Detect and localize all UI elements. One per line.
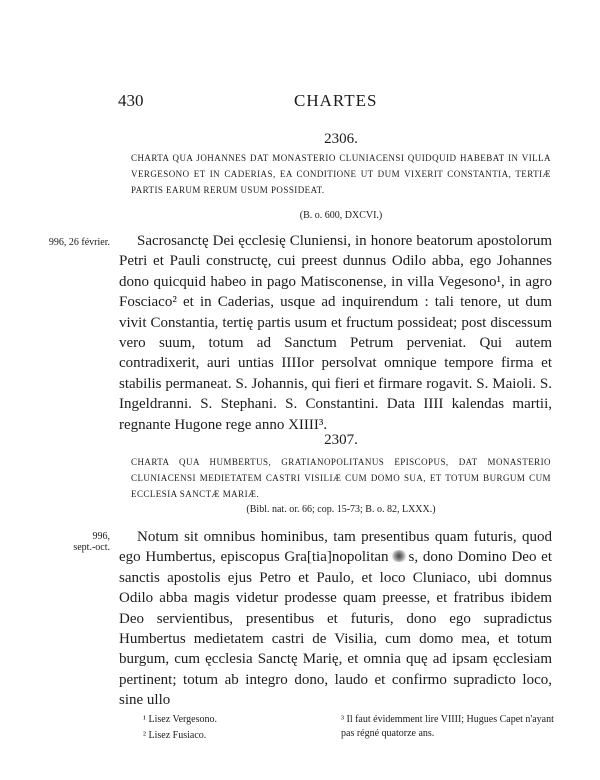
charter-number: 2306.: [324, 131, 358, 147]
charter-summary: CHARTA QUA HUMBERTUS, GRATIANOPOLITANUS EPISCOPUS, DAT MONASTERIO CLUNIACENSI MEDIETATEM CASTRI VISILIÆ CUM DOMO SUA, ET TOTUM BURGUM CUM ECCLESIA SANCTÆ MARIÆ.: [131, 457, 551, 499]
margin-date: 996, 26 février.: [48, 237, 110, 248]
charter-text: [119, 527, 552, 711]
running-title: CHARTES: [294, 91, 378, 110]
footnote: ² Lisez Fusiaco.: [143, 730, 207, 741]
ink-stamp-icon: [390, 550, 408, 562]
charter-text: [119, 231, 552, 435]
charter-paragraph: [119, 527, 552, 711]
charter-text-part: Notum sit omnibus hominibus, tam presentibus quam futuris, quod ego Humbertus, episcopus Gra[tia]nopolitan: [119, 529, 552, 566]
footnote: ¹ Lisez Vergesono.: [143, 714, 218, 725]
charter-number: 2307.: [324, 432, 358, 448]
page-number: 430: [118, 91, 144, 110]
footnote: ³ Il faut évidemment lire VIIII; Hugues Capet n'ayant pas régné quatorze ans.: [341, 714, 554, 739]
charter-text-part: s, dono Domino Deo et sanctis apostolis ejus Petro et Paulo, et loco Cluniaco, ubi domnus Odilo abba magis videtur prodesse quam preesse, et fratribus ibidem Deo servientibus, presentibus et futuris, dono ego supradictus Humbertus medietatem castri de Visilia, cum domo mea, et totum burgum, cum ęcclesia Sanctę Marię, et omnia quę ad ipsam ęcclesiam pertinent; totum ab integro dono, laudo et confirmo supradicto loco, sine ullo: [119, 549, 552, 709]
charter-paragraph: Sacrosanctę Dei ęcclesię Cluniensi, in honore beatorum apostolorum Petri et Pauli constructę, cui preest dunnus Odilo abba, ego Johannes dono quicquid habeo in pago Matisconense, in villa Vegesono¹, in agro Fosciaco² et in Caderias, usque ad inquirendum : tali tenore, ut dum vivit Constantia, tertię partis usum et fructum possideat; post discessum vero suum, totum ad Sanctum Petrum perveniat. Qui autem contradixerit, auri untias IIIIor persolvat omnique tempore firma et stabilis permaneat. S. Johannis, qui fieri et firmare rogavit. S. Maioli. S. Ingeldranni. S. Stephani. S. Constantini. Data IIII kalendas martii, regnante Hugone rege anno XIIII³.: [119, 233, 552, 433]
margin-date-months: sept.-oct.: [73, 542, 110, 553]
margin-date-year: 996,: [92, 531, 110, 542]
margin-date: [40, 531, 110, 553]
charter-summary: CHARTA QUA JOHANNES DAT MONASTERIO CLUNIACENSI QUIDQUID HABEBAT IN VILLA VERGESONO ET IN CADERIAS, EA CONDITIONE UT DUM VIXERIT CONSTANTIA, TERTIÆ PARTIS EARUM RERUM USUM POSSIDEAT.: [131, 153, 551, 195]
charter-source: (Bibl. nat. or. 66; cop. 15-73; B. o. 82, LXXX.): [246, 504, 436, 515]
charter-source: (B. o. 600, DXCVI.): [299, 210, 383, 221]
